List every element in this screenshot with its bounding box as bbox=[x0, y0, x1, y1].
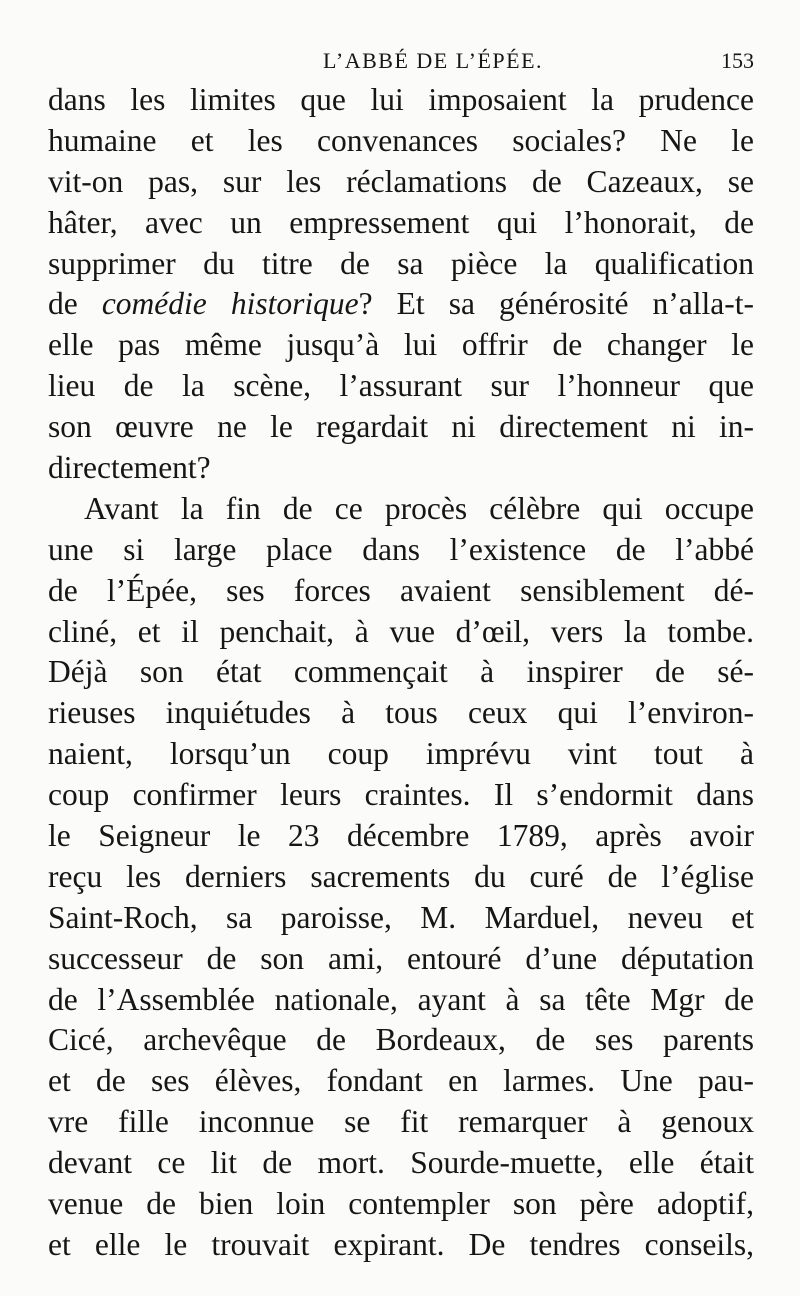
text-line: dans les limites que lui imposaient la prudence bbox=[48, 82, 754, 117]
text-line: successeur de son ami, entouré d’une députation bbox=[48, 940, 754, 976]
text-line: hâter, avec un empressement qui l’honorait, de bbox=[48, 204, 754, 240]
text-segment: ? Et sa générosité n’alla-t- bbox=[358, 286, 754, 322]
text-line: et elle le trouvait expirant. De tendres conseils, bbox=[48, 1226, 754, 1262]
text-line: Saint-Roch, sa paroisse, M. Marduel, neveu et bbox=[48, 899, 754, 935]
page-header bbox=[48, 44, 754, 78]
text-segment: de bbox=[48, 286, 102, 322]
text-line: vre fille inconnue se fit remarquer à genoux bbox=[48, 1104, 754, 1140]
text-line: de l’Épée, ses forces avaient sensiblement dé- bbox=[48, 572, 754, 608]
text-line: naient, lorsqu’un coup imprévu vint tout à bbox=[48, 736, 754, 772]
running-title: L’ABBÉ DE L’ÉPÉE. bbox=[322, 48, 544, 73]
text-line: elle pas même jusqu’à lui offrir de changer le bbox=[48, 327, 754, 363]
text-line: une si large place dans l’existence de l’abbé bbox=[48, 531, 754, 567]
text-line: devant ce lit de mort. Sourde-muette, elle était bbox=[48, 1145, 754, 1181]
text-line: lieu de la scène, l’assurant sur l’honneur que bbox=[48, 368, 754, 404]
text-line: Déjà son état commençait à inspirer de sé- bbox=[48, 654, 754, 690]
text-line: et de ses élèves, fondant en larmes. Une pau- bbox=[48, 1063, 754, 1099]
italic-title: comédie historique bbox=[101, 286, 359, 322]
text-line: venue de bien loin contempler son père adoptif, bbox=[48, 1186, 754, 1222]
text-line: de l’Assemblée nationale, ayant à sa tête Mgr de bbox=[48, 981, 754, 1017]
text-line: cliné, et il penchait, à vue d’œil, vers la tombe. bbox=[48, 613, 754, 649]
paragraph-end-line: directement? bbox=[48, 450, 211, 486]
text-line bbox=[48, 284, 754, 325]
text-line: Cicé, archevêque de Bordeaux, de ses parents bbox=[48, 1022, 754, 1058]
text-line: le Seigneur le 23 décembre 1789, après avoir bbox=[48, 818, 754, 854]
text-line: coup confirmer leurs craintes. Il s’endormit dans bbox=[48, 777, 754, 813]
page-number: 153 bbox=[721, 48, 754, 73]
body-text bbox=[48, 80, 754, 1266]
paragraph-start-line: Avant la fin de ce procès célèbre qui occupe bbox=[84, 490, 754, 526]
text-line: rieuses inquiétudes à tous ceux qui l’environ- bbox=[48, 695, 754, 731]
text-line: son œuvre ne le regardait ni directement ni in- bbox=[48, 409, 754, 445]
text-line: supprimer du titre de sa pièce la qualification bbox=[48, 245, 754, 281]
text-line: reçu les derniers sacrements du curé de l’église bbox=[48, 858, 754, 894]
text-line: vit-on pas, sur les réclamations de Cazeaux, se bbox=[48, 163, 754, 199]
text-line: humaine et les convenances sociales? Ne le bbox=[48, 122, 754, 158]
